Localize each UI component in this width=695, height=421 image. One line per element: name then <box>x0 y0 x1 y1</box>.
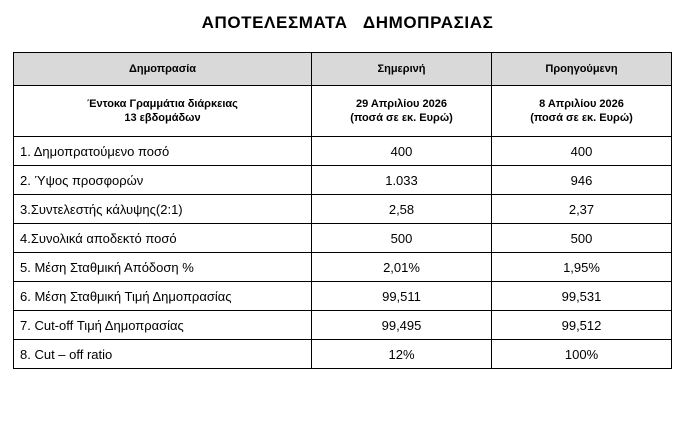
row-current-value: 400 <box>312 137 492 166</box>
subheader-description <box>14 86 312 137</box>
table-row <box>14 282 672 311</box>
row-previous-value: 1,95% <box>492 253 672 282</box>
row-previous-value: 99,531 <box>492 282 672 311</box>
row-current-value: 99,511 <box>312 282 492 311</box>
description-line-2: 13 εβδομάδων <box>124 112 201 124</box>
row-label: 4.Συνολικά αποδεκτό ποσό <box>14 224 312 253</box>
row-label: 1. Δημοπρατούμενο ποσό <box>14 137 312 166</box>
row-previous-value: 946 <box>492 166 672 195</box>
row-current-value: 1.033 <box>312 166 492 195</box>
row-previous-value: 99,512 <box>492 311 672 340</box>
current-date: 29 Απριλίου 2026 <box>356 98 447 110</box>
row-label: 2. Ύψος προσφορών <box>14 166 312 195</box>
row-label: 8. Cut – off ratio <box>14 340 312 369</box>
page-title: ΑΠΟΤΕΛΕΣΜΑΤΑ ΔΗΜΟΠΡΑΣΙΑΣ <box>201 13 494 32</box>
table-row <box>14 195 672 224</box>
subheader-current <box>312 86 492 137</box>
row-label: 5. Μέση Σταθμική Απόδοση % <box>14 253 312 282</box>
row-label: 7. Cut-off Τιμή Δημοπρασίας <box>14 311 312 340</box>
table-header-row <box>14 53 672 86</box>
table-row <box>14 253 672 282</box>
table-row <box>14 137 672 166</box>
row-label: 3.Συντελεστής κάλυψης(2:1) <box>14 195 312 224</box>
row-current-value: 2,58 <box>312 195 492 224</box>
row-previous-value: 400 <box>492 137 672 166</box>
previous-date: 8 Απριλίου 2026 <box>539 98 624 110</box>
current-unit: (ποσά σε εκ. Ευρώ) <box>350 112 453 124</box>
header-auction: Δημοπρασία <box>14 53 312 86</box>
subheader-previous <box>492 86 672 137</box>
header-current: Σημερινή <box>312 53 492 86</box>
table-row <box>14 224 672 253</box>
row-current-value: 500 <box>312 224 492 253</box>
header-previous: Προηγούμενη <box>492 53 672 86</box>
row-current-value: 99,495 <box>312 311 492 340</box>
auction-results-table <box>13 52 672 369</box>
previous-unit: (ποσά σε εκ. Ευρώ) <box>530 112 633 124</box>
table-row <box>14 166 672 195</box>
row-current-value: 12% <box>312 340 492 369</box>
table-row <box>14 311 672 340</box>
table-row <box>14 340 672 369</box>
row-previous-value: 2,37 <box>492 195 672 224</box>
description-line-1: Έντοκα Γραμμάτια διάρκειας <box>87 98 238 110</box>
row-previous-value: 500 <box>492 224 672 253</box>
row-current-value: 2,01% <box>312 253 492 282</box>
row-label: 6. Μέση Σταθμική Τιμή Δημοπρασίας <box>14 282 312 311</box>
row-previous-value: 100% <box>492 340 672 369</box>
table-subheader-row <box>14 86 672 137</box>
